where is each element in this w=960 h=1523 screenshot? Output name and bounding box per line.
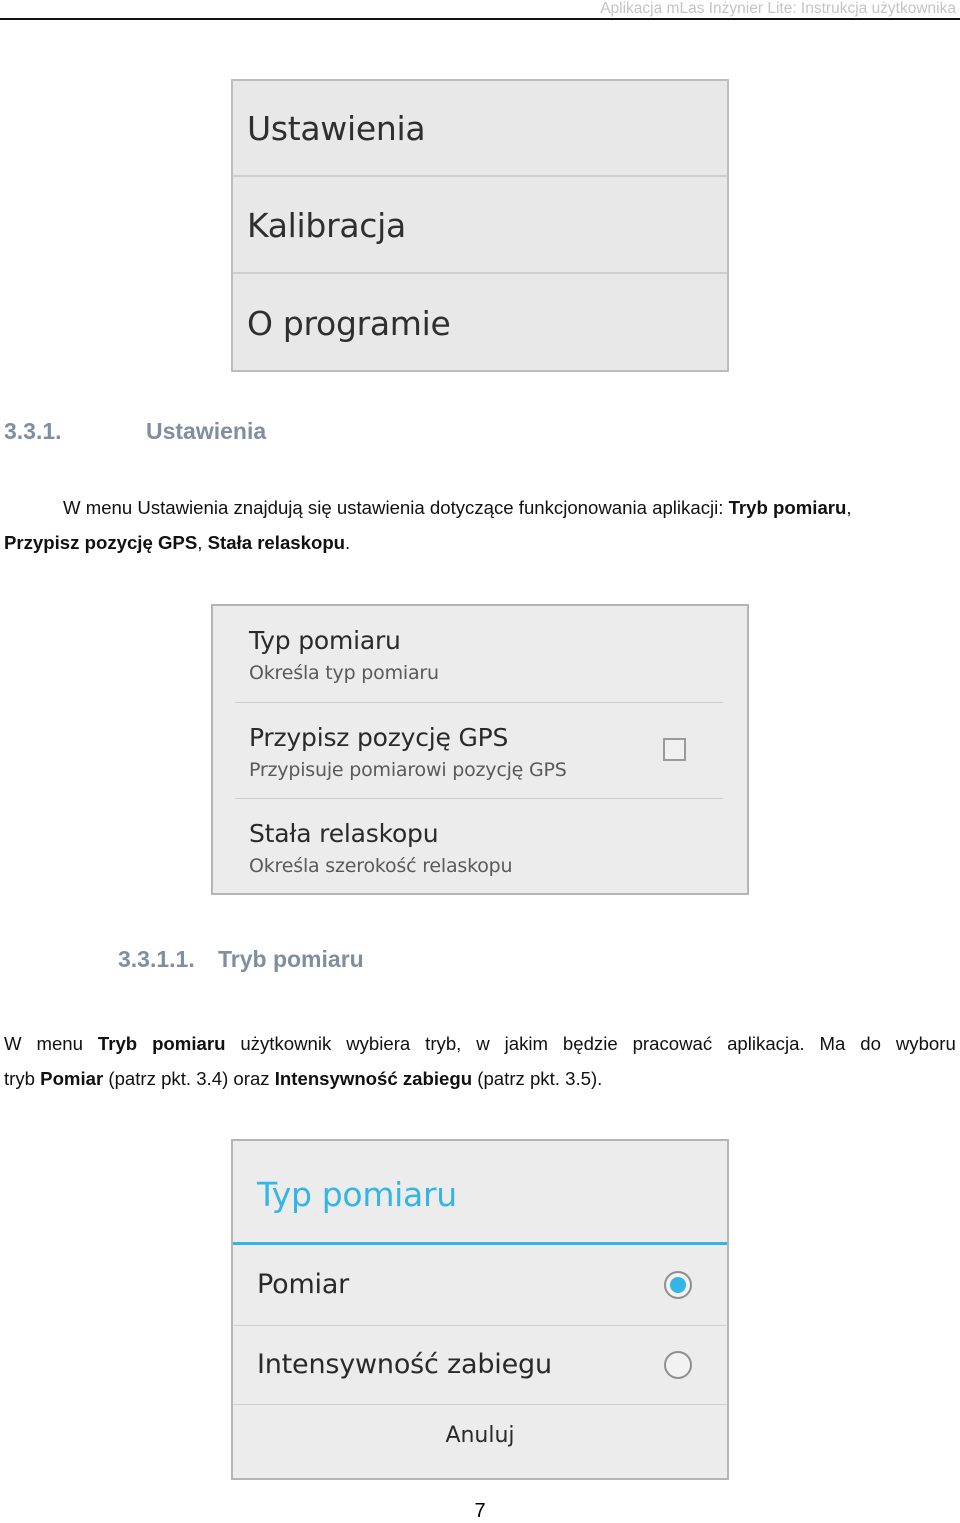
mode-paragraph-line2 (4, 1061, 956, 1096)
option-divider (233, 1325, 727, 1326)
dialog-title-rule (233, 1242, 727, 1245)
menu-screenshot (231, 79, 729, 372)
word: wyboru (895, 1033, 956, 1054)
section-title: Ustawienia (146, 418, 267, 444)
word: do (860, 1033, 881, 1054)
running-header: Aplikacja mLas Inżynier Lite: Instrukcja użytkownika (600, 0, 956, 17)
intro-bold-relaskop: Stała relaskopu (207, 532, 346, 553)
word: tryb, (425, 1033, 462, 1054)
word: pracować (632, 1033, 713, 1054)
word: menu (36, 1033, 83, 1054)
word: w (476, 1033, 490, 1054)
intro-bold-tryb: Tryb pomiaru (728, 497, 847, 518)
option-divider (233, 1404, 727, 1405)
menu-item-o-programie[interactable]: O programie (247, 304, 451, 343)
text: (patrz pkt. 3.4) oraz (103, 1068, 275, 1089)
text-bold: Pomiar (40, 1068, 104, 1089)
intro-sep: , (197, 532, 208, 553)
text: (patrz pkt. 3.5). (472, 1068, 603, 1089)
intro-bold-gps: Przypisz pozycję GPS (4, 532, 198, 553)
setting-subtitle: Określa typ pomiaru (249, 662, 439, 684)
dialog-title: Typ pomiaru (257, 1175, 457, 1214)
option-label: Pomiar (257, 1269, 350, 1300)
intro-comma: , (846, 497, 852, 518)
subsection-number: 3.3.1.1. (118, 946, 195, 972)
page-number: 7 (474, 1500, 486, 1522)
setting-subtitle: Przypisuje pomiarowi pozycję GPS (249, 759, 567, 781)
word: wybiera (346, 1033, 411, 1054)
menu-item-kalibracja[interactable]: Kalibracja (233, 178, 727, 274)
setting-title: Przypisz pozycję GPS (249, 723, 509, 752)
intro-paragraph (4, 490, 956, 560)
word: użytkownik (240, 1033, 332, 1054)
mode-paragraph-line1 (4, 1026, 956, 1061)
subsection-title: Tryb pomiaru (218, 946, 364, 972)
word: aplikacja. (727, 1033, 805, 1054)
setting-typ-pomiaru[interactable] (213, 606, 747, 702)
intro-text: W menu Ustawienia znajdują się ustawienia dotyczące funkcjonowania aplikacji: (63, 497, 729, 518)
option-pomiar[interactable] (233, 1247, 727, 1325)
radio-unselected-icon[interactable] (664, 1351, 692, 1379)
word: będzie (562, 1033, 618, 1054)
setting-stala-relaskopu[interactable] (213, 799, 747, 895)
setting-title: Stała relaskopu (249, 819, 439, 848)
mode-paragraph (4, 1026, 956, 1096)
option-label: Intensywność zabiegu (257, 1349, 552, 1380)
word: jakim (504, 1033, 548, 1054)
header-rule (0, 18, 960, 20)
gps-checkbox[interactable] (663, 738, 686, 761)
setting-przypisz-gps[interactable] (213, 703, 747, 799)
radio-selected-icon[interactable] (664, 1271, 692, 1299)
settings-screenshot (211, 604, 749, 895)
mode-dialog-screenshot (231, 1139, 729, 1480)
cancel-button[interactable]: Anuluj (445, 1423, 515, 1448)
setting-title: Typ pomiaru (249, 626, 401, 655)
word: W (4, 1033, 22, 1054)
setting-subtitle: Określa szerokość relaskopu (249, 855, 513, 877)
word: Ma (819, 1033, 846, 1054)
word-bold: Tryb (97, 1033, 138, 1054)
intro-period: . (345, 532, 351, 553)
option-intensywnosc[interactable] (233, 1327, 727, 1405)
word-bold: pomiaru (152, 1033, 226, 1054)
text: tryb (4, 1068, 41, 1089)
text-bold: Intensywność zabiegu (274, 1068, 473, 1089)
section-number: 3.3.1. (4, 418, 62, 444)
menu-item-ustawienia[interactable]: Ustawienia (233, 81, 727, 177)
